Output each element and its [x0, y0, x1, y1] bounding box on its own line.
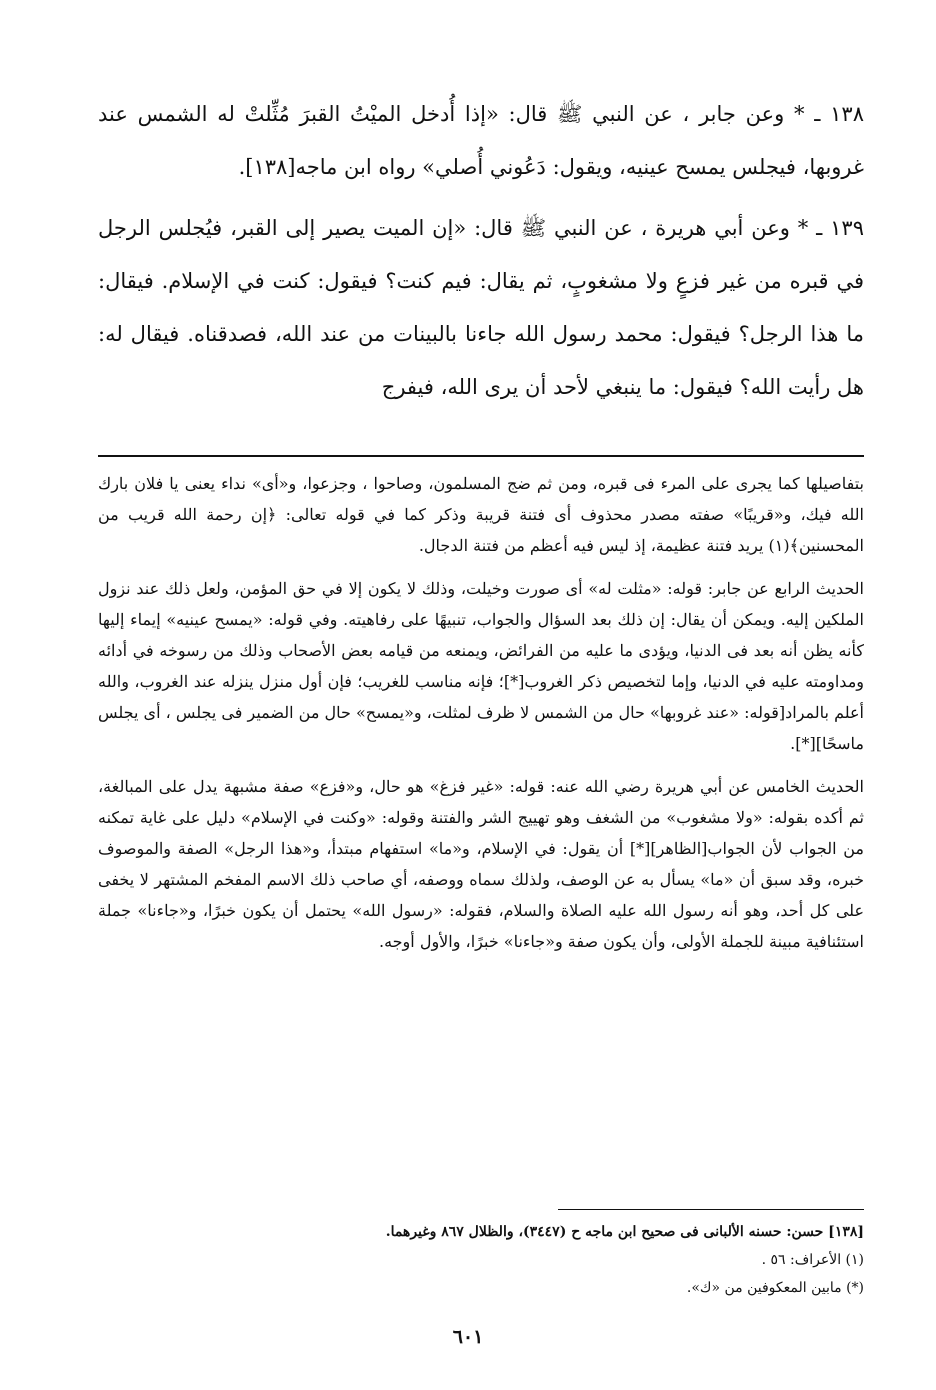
footnote-rule [558, 1209, 864, 1210]
commentary-paragraph: الحديث الرابع عن جابر: قوله: «مثلت له» أى صورت وخيلت، وذلك لا يكون إلا في حق المؤمن، ولعل ذلك عند نزول الملكين إليه. ويمكن أن يقال: إن ذلك بعد السؤال والجواب، تنبيهًا على رفاهيته. وفي قوله: «يمسح عينيه» إيماء إليها كأنه يظن أنه بعد فى الدنيا، ويؤدى ما عليه من الفرائض، ويمنعه من قيامه بعض الأصحاب وذلك من رسوخه في أدائه ومداومته عليه في الدنيا، وإما لتخصيص ذكر الغروب[*]؛ فإنه مناسب للغريب؛ فإن أول منزل ينزله عند الغروب، والله أعلم بالمراد[قوله: «عند غروبها» حال من الشمس لا ظرف لمثلت، و«يمسح» حال من الضمير فى يجلس ، أى يجلس ماسحًا][*]. [97, 579, 865, 753]
commentary-paragraph: الحديث الخامس عن أبي هريرة رضي الله عنه: قوله: «غير فزغ» هو حال، و«فزع» صفة مشبهة يدل على المبالغة، ثم أكده بقوله: «ولا مشغوب» من الشغف وهو تهييج الشر والفتنة وقوله: «وكنت في الإسلام» دليل على غاية تمكنه من الجواب لأن الجواب[الظاهر][*] أن يقول: في الإسلام، و«ما» استفهام مبتدأ، و«هذا الرجل» الصفة والموصوف خبره، وقد سبق أن «ما» يسأل به عن الوصف، ولذلك سماه ووصفه، أي صاحب ذلك الاسم المفخم المشتهر لا يخفى على كل أحد، وهو أنه رسول الله عليه الصلاة والسلام، فقوله: «رسول الله» يحتمل أن يكون خبرًا، و«جاءنا» جملة استئنافية مبينة للجملة الأولى، وأن يكون صفة و«جاءنا» خبرًا، والأول أوجه. [98, 777, 864, 951]
hadith-138: ١٣٨ ـ * وعن جابر ، عن النبي ﷺ قال: «إذا أُدخل الميْتُ القبرَ مُثِّلتْ له الشمس عند غروبها، فيجلس يمسح عينيه، ويقول: دَعُوني أُصلي» رواه ابن ماجه[١٣٨]. [98, 102, 864, 179]
separator-rule [98, 455, 864, 457]
footnote-138: [١٣٨] حسن: حسنه الألبانى فى صحيح ابن ماجه ح (٣٤٤٧)، والظلال ٨٦٧ وغيرهما. [385, 1224, 864, 1240]
footnote-star: (*) مابين المعكوفين من «ك». [686, 1280, 864, 1296]
footnote-1: (١) الأعراف: ٥٦ . [761, 1252, 864, 1268]
commentary-section [98, 468, 864, 957]
commentary-paragraph: بتفاصيلها كما يجرى على المرء فى قبره، ومن ثم ضج المسلمون، وصاحوا ، وجزعوا، و«أى» نداء يعنى يا فلان بارك الله فيك، و«قريبًا» صفته مصدر محذوف أى فتنة قريبة وذكر كما في قوله تعالى: ﴿إن رحمة الله قريب من المحسنين﴾(١) يريد فتنة عظيمة، إذ ليس فيه أعظم من فتنة الدجال. [98, 474, 864, 555]
page-number: ٦٠١ [452, 1326, 484, 1348]
hadith-139: ١٣٩ ـ * وعن أبي هريرة ، عن النبي ﷺ قال: «إن الميت يصير إلى القبر، فيُجلس الرجل في قبره من غير فزعٍ ولا مشغوبٍ، ثم يقال: فيم كنت؟ فيقول: كنت في الإسلام. فيقال: ما هذا الرجل؟ فيقول: محمد رسول الله جاءنا بالبينات من عند الله، فصدقناه. فيقال له: هل رأيت الله؟ فيقول: ما ينبغي لأحد أن يرى الله، فيفرج [98, 216, 864, 399]
main-hadith-text [98, 88, 864, 414]
footnotes [98, 1218, 864, 1302]
